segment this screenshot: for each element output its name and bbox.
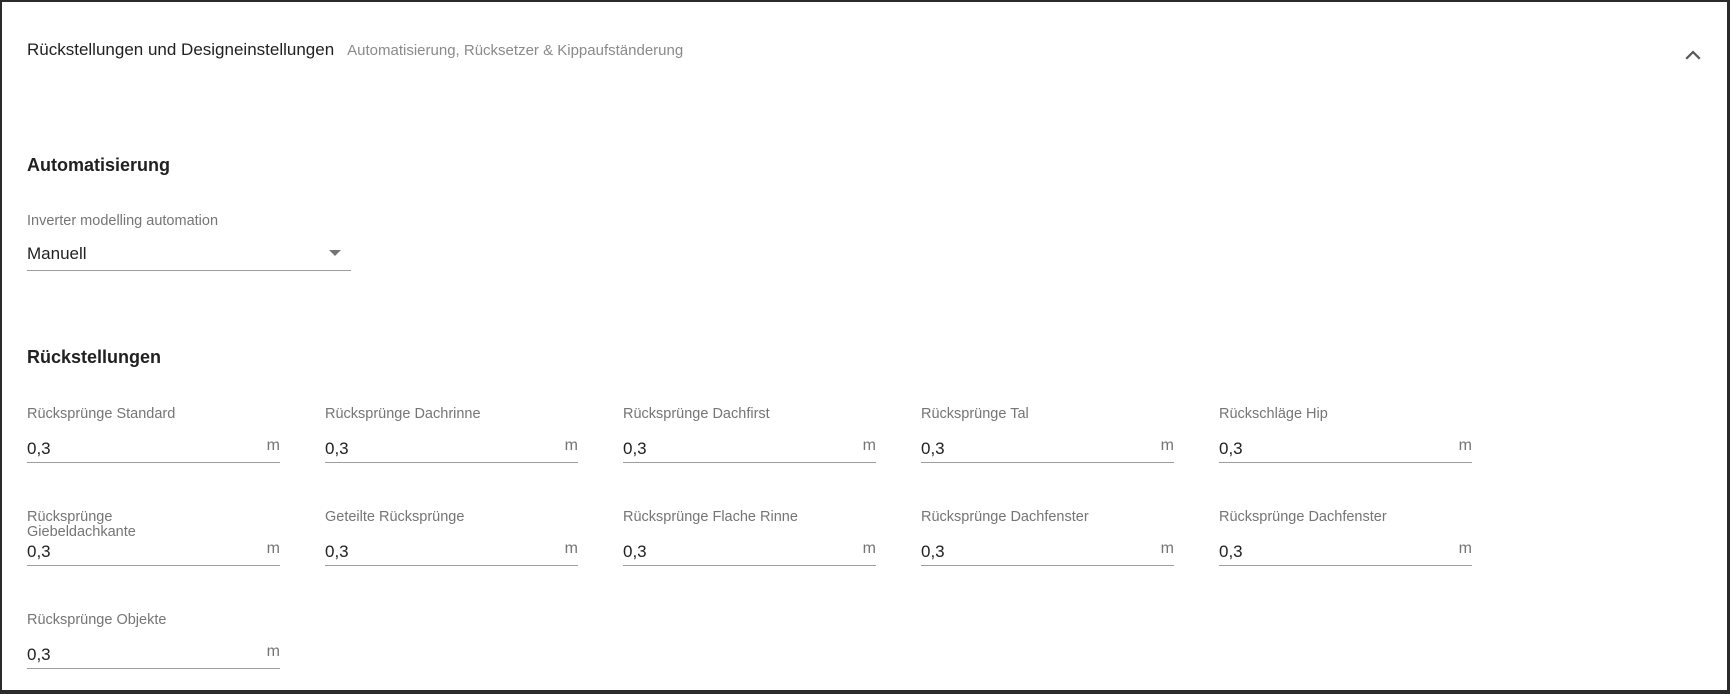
input-underline (27, 565, 280, 566)
unit-label: m (862, 437, 876, 454)
setback-field-skylight-2 (1219, 510, 1472, 580)
input-underline (325, 462, 578, 463)
unit-label: m (862, 540, 876, 557)
input-underline (623, 565, 876, 566)
setback-input-shared[interactable] (325, 540, 550, 564)
setback-field-gutter (325, 407, 578, 477)
input-underline (27, 668, 280, 669)
input-underline (1219, 462, 1472, 463)
select-underline (27, 270, 351, 271)
unit-label: m (564, 437, 578, 454)
setback-field-ridge (623, 407, 876, 477)
input-underline (27, 462, 280, 463)
setback-field-valley (921, 407, 1174, 477)
field-label: Rücksprünge Giebeldachkante (27, 509, 136, 540)
section-heading-setbacks: Rückstellungen (27, 347, 162, 367)
setback-input-ridge[interactable] (623, 437, 848, 461)
setback-input-hip[interactable] (1219, 437, 1444, 461)
unit-label: m (1458, 437, 1472, 454)
panel-title: Rückstellungen und Designeinstellungen (27, 40, 335, 59)
input-underline (623, 462, 876, 463)
field-label: Rücksprünge Dachfenster (921, 509, 1089, 525)
input-underline (325, 565, 578, 566)
field-label: Rückschläge Hip (1219, 406, 1328, 422)
field-label: Rücksprünge Dachfirst (623, 406, 770, 422)
field-label: Rücksprünge Dachfenster (1219, 509, 1387, 525)
section-heading-automation: Automatisierung (27, 155, 171, 175)
setback-field-hip (1219, 407, 1472, 477)
field-label: Rücksprünge Objekte (27, 612, 167, 628)
setback-input-flat-gutter[interactable] (623, 540, 848, 564)
field-label: Rücksprünge Dachrinne (325, 406, 481, 422)
inverter-automation-label: Inverter modelling automation (27, 213, 219, 229)
field-label: Rücksprünge Flache Rinne (623, 509, 798, 525)
inverter-automation-select[interactable] (27, 214, 351, 272)
setback-field-gable-edge (27, 510, 280, 580)
unit-label: m (1160, 540, 1174, 557)
chevron-up-icon[interactable] (1682, 44, 1704, 66)
unit-label: m (1458, 540, 1472, 557)
setback-input-gutter[interactable] (325, 437, 550, 461)
unit-label: m (1160, 437, 1174, 454)
unit-label: m (266, 643, 280, 660)
caret-down-icon[interactable] (329, 250, 341, 256)
setback-input-valley[interactable] (921, 437, 1146, 461)
setback-input-standard[interactable] (27, 437, 252, 461)
field-label: Rücksprünge Standard (27, 406, 176, 422)
setbacks-grid (27, 406, 1472, 683)
setback-input-skylight[interactable] (921, 540, 1146, 564)
setback-field-skylight (921, 510, 1174, 580)
setback-input-objects[interactable] (27, 643, 252, 667)
unit-label: m (564, 540, 578, 557)
setback-input-gable-edge[interactable] (27, 540, 252, 564)
input-underline (1219, 565, 1472, 566)
input-underline (921, 462, 1174, 463)
unit-label: m (266, 540, 280, 557)
setback-field-objects (27, 613, 280, 683)
setback-input-skylight-2[interactable] (1219, 540, 1444, 564)
unit-label: m (266, 437, 280, 454)
setback-field-standard (27, 407, 280, 477)
panel-header[interactable] (27, 40, 1707, 70)
field-label: Rücksprünge Tal (921, 406, 1029, 422)
setback-field-flat-gutter (623, 510, 876, 580)
panel-subtitle: Automatisierung, Rücksetzer & Kippaufständerung (347, 42, 684, 59)
field-label: Geteilte Rücksprünge (325, 509, 465, 525)
inverter-automation-value[interactable]: Manuell (27, 244, 87, 263)
input-underline (921, 565, 1174, 566)
setback-field-shared (325, 510, 578, 580)
